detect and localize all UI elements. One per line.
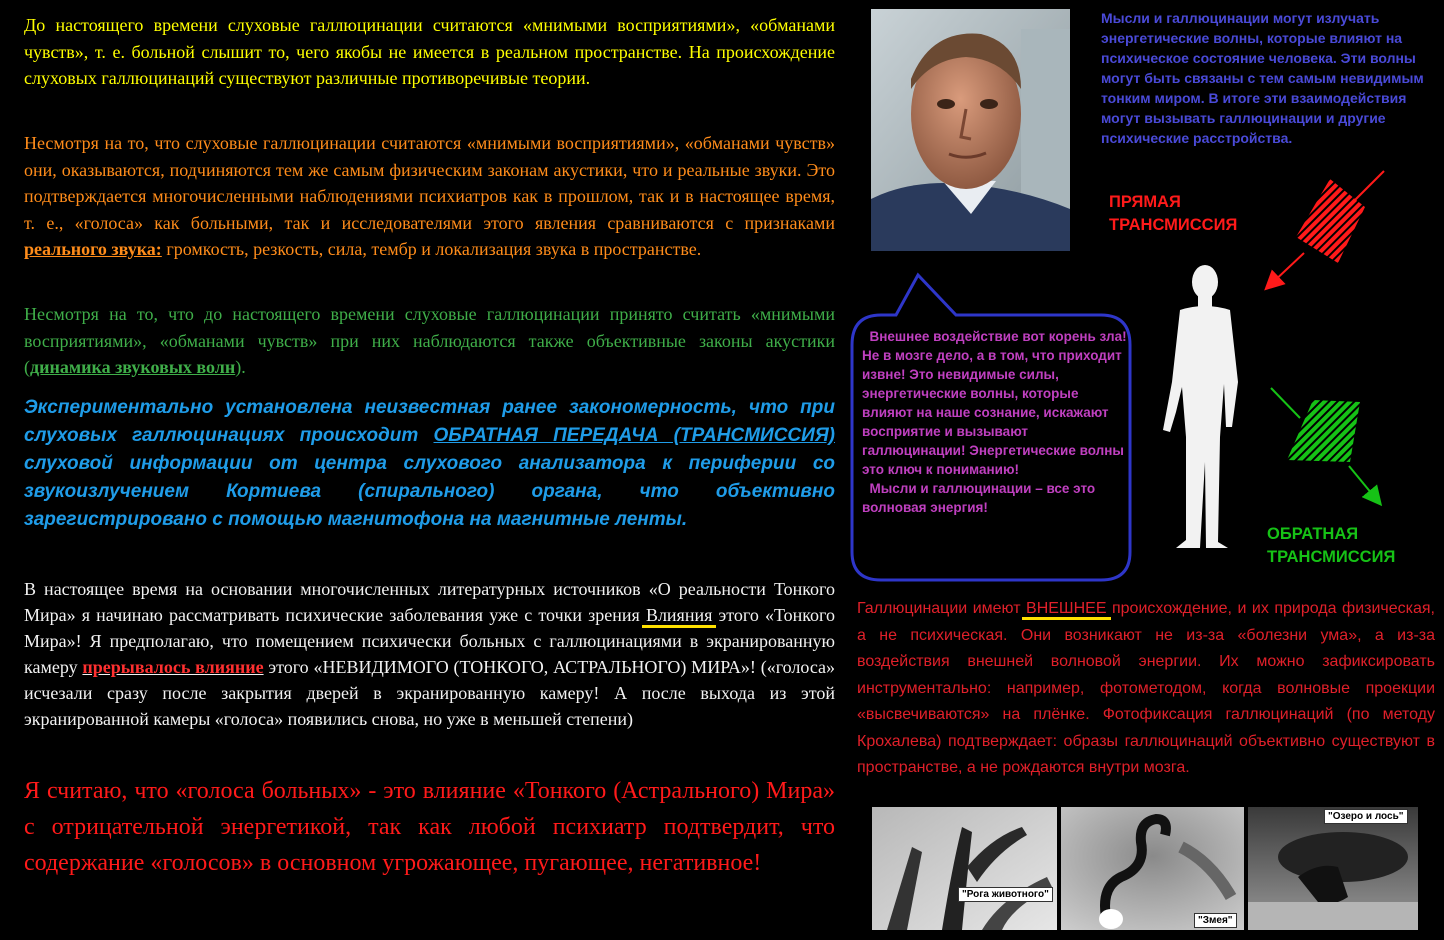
direct-transmission-icon: [1260, 165, 1390, 295]
sound-wave-dynamics-link[interactable]: динамика звуковых волн: [30, 357, 236, 377]
paragraph-reverse-text-end: слуховой информации от центра слухового анализатора к периферии со звукоизлучением Кортиева (спирального) органа, что объективно зарегистрировано с помощью магнитофона на магнитные ленты.: [24, 453, 835, 530]
photo-animal-horns: [872, 807, 1057, 930]
interrupted-influence-link[interactable]: прерывалось влияние: [82, 657, 264, 677]
caption-lake-moose: "Озеро и лось": [1324, 809, 1408, 824]
portrait-photo: [871, 9, 1070, 251]
paragraph-laws-text: Несмотря на то, что до настоящего времени слуховые галлюцинации принято считать «мнимыми восприятиями», «обманами чувств» при них наблюдаются также объективные законы акустики (: [24, 304, 835, 377]
external-highlight: [1026, 600, 1106, 617]
paragraph-intro: До настоящего времени слуховые галлюцинации считаются «мнимыми восприятиями», «обманами чувств», т. е. больной слышит то, чего якобы не имеется в реальном пространстве. На происхождение слуховых галлюцинаций существуют различные противоречивые теории.: [24, 15, 835, 88]
influence-word: Влияния: [645, 605, 713, 625]
paragraph-subtle-world: [24, 576, 835, 732]
paragraph-subtle-text-end: этого «НЕВИДИМОГО (ТОНКОГО, АСТРАЛЬНОГО) МИРА»! («голоса» исчезали сразу после закрытия дверей в экранированную камеру! А после выхода из этой экранированной камеры «голоса» появились снова, но уже в меньшей степени): [24, 657, 836, 729]
bubble-text: Внешнее воздействие вот корень зла! Не в мозге дело, а в том, что приходит извне! Это невидимые силы, энергетические волны, которые влияют на наше сознание, искажают восприятие и вызывают галлюцинации! Энергетические волны это ключ к пониманию! Мысли и галлюцинации – все это волновая энергия!: [862, 329, 1127, 515]
real-sound-link[interactable]: реального звука:: [24, 239, 162, 259]
paragraph-subtle-text: В настоящее время на основании многочисленных литературных источников «О реальности Тонкого Мира» я начинаю рассматривать психические заболевания уже с точки зрения: [24, 579, 835, 625]
yellow-underline: [642, 625, 716, 628]
reverse-transmission-link[interactable]: ОБРАТНАЯ ПЕРЕДАЧА (ТРАНСМИССИЯ): [433, 425, 836, 446]
waves-description: Мысли и галлюцинации могут излучать энергетические волны, которые влияют на психическое состояние человека. Эти волны могут быть связаны с тем самым невидимым тонким миром. В итоге эти взаимодействия могут вызывать галлюцинации и другие психические расстройства.: [1101, 10, 1424, 146]
photo-lake-and-moose: [1248, 807, 1418, 930]
paragraph-external-origin: [857, 596, 1435, 782]
paragraph-laws-text-end: ).: [235, 357, 246, 377]
paragraph-reverse-transmission: [24, 394, 835, 534]
yellow-underline-external: [1022, 617, 1110, 620]
paragraph-laws: [24, 301, 835, 381]
reverse-transmission-icon: [1265, 382, 1395, 512]
external-text-end: происхождение, и их природа физическая, а не психическая. Они возникают не из-за «болезни ума», а из-за воздействия внешней волновой энергии. Их можно зафиксировать инструментально: например, фотометодом, когда волновые проекции «высвечиваются» на плёнке. Фотофиксация галлюцинаций (по методу Крохалева) подтверждает: образы галлюцинаций объективно существуют в пространстве, а не рождаются внутри мозга.: [857, 600, 1435, 776]
caption-horns: "Рога животного": [958, 887, 1053, 902]
external-word: ВНЕШНЕЕ: [1026, 600, 1107, 617]
external-text: Галлюцинации имеют: [857, 600, 1027, 617]
paragraph-reverse-text: Экспериментально установлена неизвестная ранее закономерность, что при слуховых галлюцинациях происходит: [24, 397, 835, 446]
paragraph-conclusion: Я считаю, что «голоса больных» - это влияние «Тонкого (Астрального) Мира» с отрицательной энергетикой, так как любой психиатр подтвердит, что содержание «голосов» в основном угрожающее, пугающее, негативное!: [24, 778, 835, 876]
direct-transmission-label: ПРЯМАЯ ТРАНСМИССИЯ: [1109, 193, 1238, 234]
influence-highlight: [646, 605, 712, 625]
paragraph-acoustics: [24, 130, 835, 263]
paragraph-acoustics-text-end: громкость, резкость, сила, тембр и локализация звука в пространстве.: [161, 239, 702, 259]
paragraph-subtle-text-mid: этого «Тонкого Мира»! Я предполагаю, что помещением психически больных с галлюцинациями в экранированную камеру: [24, 605, 835, 677]
human-silhouette-icon: [1150, 262, 1255, 552]
caption-snake: "Змея": [1194, 913, 1237, 928]
reverse-transmission-label: ОБРАТНАЯ ТРАНСМИССИЯ: [1267, 525, 1396, 566]
photo-snake: [1061, 807, 1244, 930]
paragraph-acoustics-text: Несмотря на то, что слуховые галлюцинации считаются «мнимыми восприятиями», «обманами чувств» они, оказываются, подчиняются тем же самым физическим законам акустики, что и реальные звуки. Это подтверждается многочисленными наблюдениями психиатров как в прошлом, так и в настоящее время, т. е., «голоса» как больными, так и исследователями этого явления сравниваются с признаками: [24, 133, 835, 233]
